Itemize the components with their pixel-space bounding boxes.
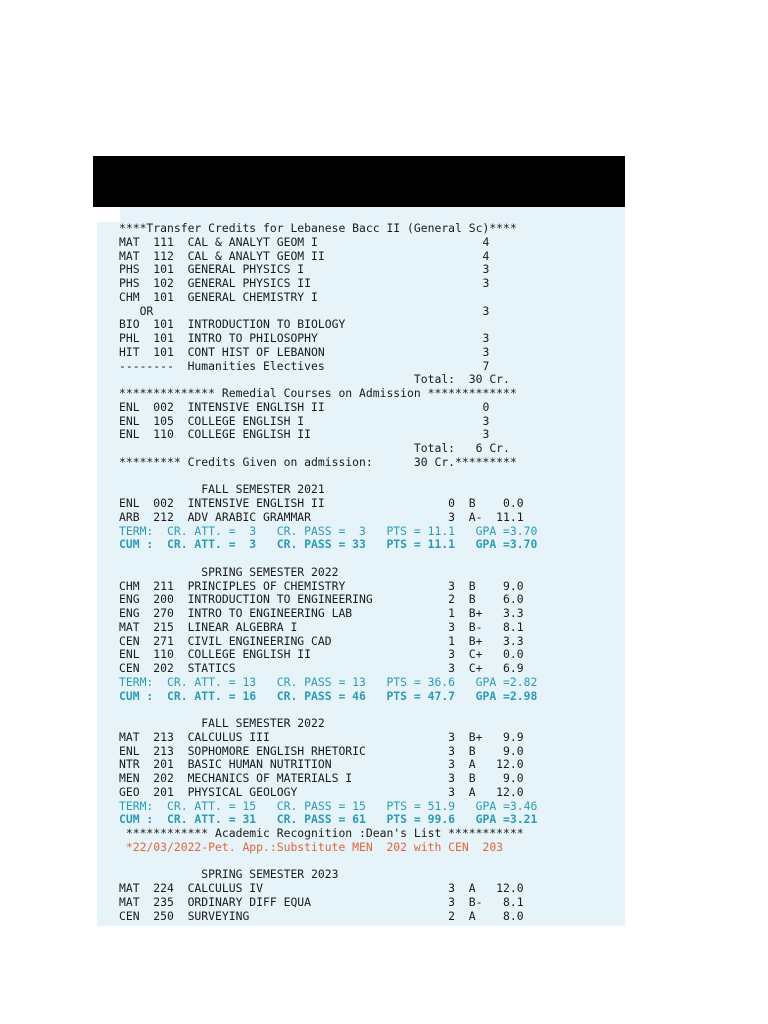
semester-heading: SPRING SEMESTER 2023 — [119, 867, 339, 882]
transcript-line: ********* Credits Given on admission: 30 Cr.********* — [119, 454, 517, 469]
course-row: CHM 101 GENERAL CHEMISTRY I — [119, 289, 318, 304]
course-row: PHL 101 INTRO TO PHILOSOPHY 3 — [119, 331, 490, 345]
transcript-lines — [119, 222, 537, 923]
blank-line — [119, 470, 537, 484]
course-row: ENG 270 INTRO TO ENGINEERING LAB 1 B+ 3.3 — [119, 606, 524, 620]
blank-line — [119, 552, 537, 566]
cumulative-summary-line: CUM : CR. ATT. = 3 CR. PASS = 33 PTS = 11.1 GPA =3.70 — [119, 537, 538, 552]
course-row: ENG 200 INTRODUCTION TO ENGINEERING 2 B 6.0 — [119, 592, 524, 607]
course-row: MAT 213 CALCULUS III 3 B+ 9.9 — [119, 729, 524, 744]
course-row: MAT 224 CALCULUS IV 3 A 12.0 — [119, 881, 524, 895]
course-row: NTR 201 BASIC HUMAN NUTRITION 3 A 12.0 — [119, 757, 524, 772]
semester-heading: FALL SEMESTER 2021 — [119, 482, 325, 497]
transcript-line: Total: 30 Cr. — [119, 372, 510, 387]
petition-note-line: *22/03/2022-Pet. App.:Substitute MEN 202 with CEN 203 — [119, 839, 504, 854]
course-row: PHS 101 GENERAL PHYSICS I 3 — [119, 262, 490, 277]
term-summary-line: TERM: CR. ATT. = 15 CR. PASS = 15 PTS = 51.9 GPA =3.46 — [119, 798, 538, 813]
blank-line — [119, 855, 537, 869]
transcript-line: ****Transfer Credits for Lebanese Bacc II (General Sc)**** — [119, 221, 517, 235]
course-row: CEN 250 SURVEYING 2 A 8.0 — [119, 908, 524, 923]
course-row: GEO 201 PHYSICAL GEOLOGY 3 A 12.0 — [119, 784, 524, 799]
course-row: ENL 110 COLLEGE ENGLISH II 3 — [119, 427, 490, 442]
course-row: MAT 215 LINEAR ALGEBRA I 3 B- 8.1 — [119, 619, 524, 634]
course-row: CHM 211 PRINCIPLES OF CHEMISTRY 3 B 9.0 — [119, 578, 524, 593]
course-row: ENL 002 INTENSIVE ENGLISH II 0 B 0.0 — [119, 496, 524, 510]
transcript-line: ************** Remedial Courses on Admission ************* — [119, 386, 517, 400]
course-row: MAT 111 CAL & ANALYT GEOM I 4 — [119, 234, 490, 249]
course-row: ENL 213 SOPHOMORE ENGLISH RHETORIC 3 B 9.0 — [119, 743, 524, 758]
term-summary-line: TERM: CR. ATT. = 13 CR. PASS = 13 PTS = 36.6 GPA =2.82 — [119, 674, 538, 689]
course-row: MAT 112 CAL & ANALYT GEOM II 4 — [119, 248, 490, 263]
blank-line — [119, 703, 537, 717]
course-row: PHS 102 GENERAL PHYSICS II 3 — [119, 276, 490, 290]
transcript-line: -------- Humanities Electives 7 — [119, 358, 490, 373]
course-row: BIO 101 INTRODUCTION TO BIOLOGY — [119, 317, 346, 332]
course-row: ARB 212 ADV ARABIC GRAMMAR 3 A- 11.1 — [119, 509, 524, 524]
course-row: MAT 235 ORDINARY DIFF EQUA 3 B- 8.1 — [119, 894, 524, 909]
term-summary-line: TERM: CR. ATT. = 3 CR. PASS = 3 PTS = 11.1 GPA =3.70 — [119, 523, 538, 538]
transcript-line: ************ Academic Recognition :Dean's List *********** — [119, 826, 524, 840]
course-row: CEN 202 STATICS 3 C+ 6.9 — [119, 661, 524, 675]
course-row: ENL 002 INTENSIVE ENGLISH II 0 — [119, 399, 490, 414]
course-row: MEN 202 MECHANICS OF MATERIALS I 3 B 9.0 — [119, 771, 524, 785]
semester-heading: FALL SEMESTER 2022 — [119, 716, 325, 730]
panel-notch — [97, 207, 120, 222]
cumulative-summary-line: CUM : CR. ATT. = 16 CR. PASS = 46 PTS = 47.7 GPA =2.98 — [119, 688, 538, 703]
course-row: HIT 101 CONT HIST OF LEBANON 3 — [119, 344, 490, 359]
course-row: ENL 110 COLLEGE ENGLISH II 3 C+ 0.0 — [119, 647, 524, 662]
course-row: ENL 105 COLLEGE ENGLISH I 3 — [119, 413, 490, 428]
cumulative-summary-line: CUM : CR. ATT. = 31 CR. PASS = 61 PTS = 99.6 GPA =3.21 — [119, 812, 538, 827]
transcript-line: Total: 6 Cr. — [119, 441, 510, 455]
redaction-bar — [93, 156, 625, 207]
semester-heading: SPRING SEMESTER 2022 — [119, 564, 339, 579]
course-row: CEN 271 CIVIL ENGINEERING CAD 1 B+ 3.3 — [119, 633, 524, 648]
transcript-line: OR 3 — [119, 303, 490, 318]
